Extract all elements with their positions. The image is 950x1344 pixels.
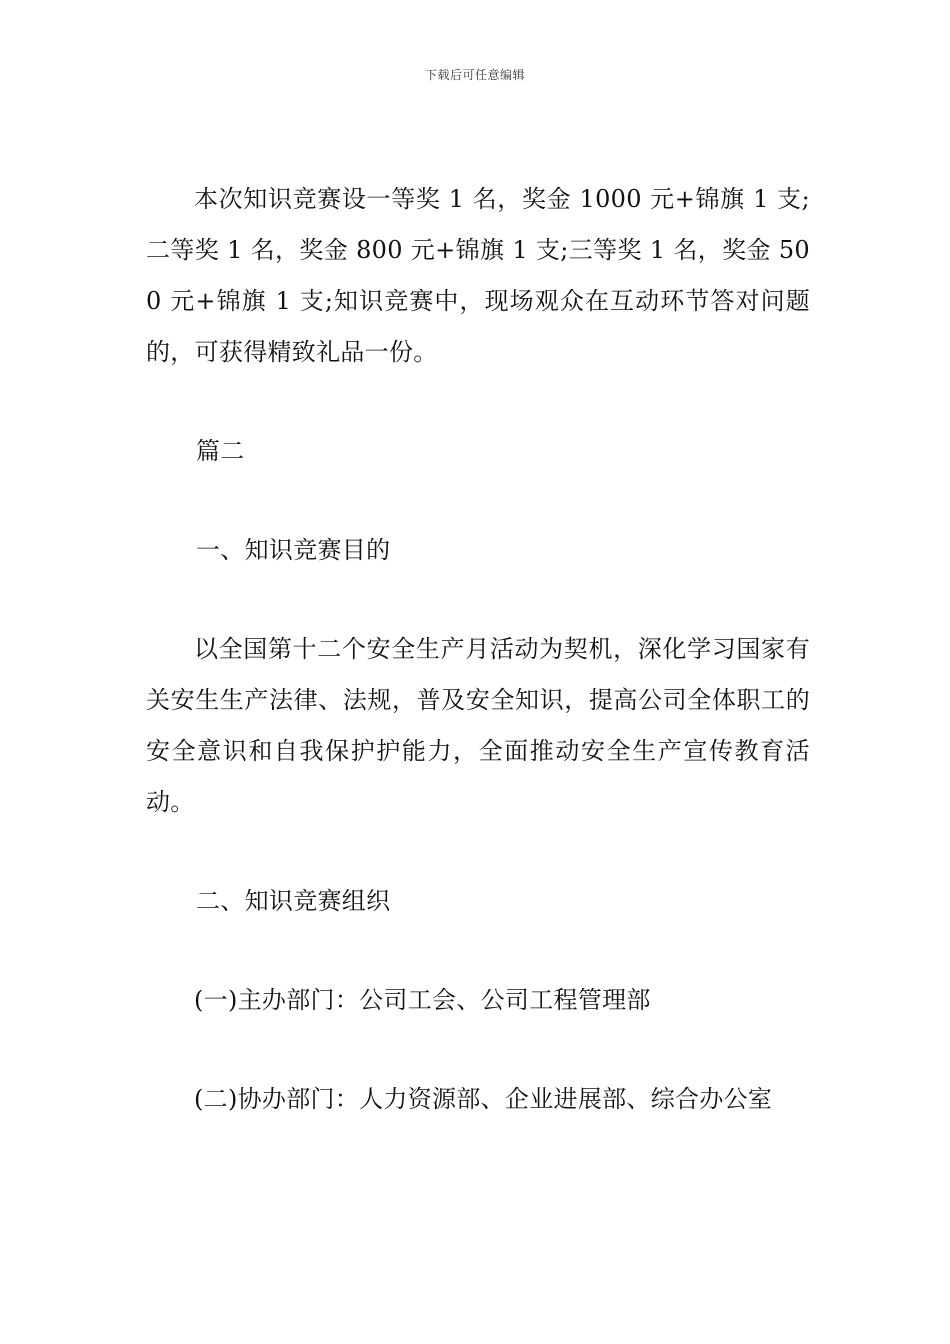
organizer-line: (一)主办部门：公司工会、公司工程管理部 — [194, 986, 651, 1014]
spacer — [146, 576, 810, 624]
spacer — [146, 1026, 810, 1074]
heading-organization: 二、知识竞赛组织 — [196, 887, 391, 915]
prizes-paragraph: 本次知识竞赛设一等奖 1 名，奖金 1000 元+锦旗 1 支;二等奖 1 名，奖金 800 元+锦旗 1 支;三等奖 1 名，奖金 500 元+锦旗 1 支;知识竞赛中，现场观众在互动环节答对问题的，可获得精致礼品一份。 — [146, 185, 810, 366]
document-body — [146, 174, 810, 1125]
purpose-paragraph: 以全国第十二个安全生产月活动为契机，深化学习国家有关安生生产法律、法规，普及安全知识，提高公司全体职工的安全意识和自我保护护能力，全面推动安全生产宣传教育活动。 — [146, 635, 810, 816]
spacer — [146, 378, 810, 426]
spacer — [146, 477, 810, 525]
co-organizer-line: (二)协办部门：人力资源部、企业进展部、综合办公室 — [194, 1085, 773, 1113]
spacer — [146, 828, 810, 876]
section-title: 篇二 — [196, 437, 245, 465]
heading-purpose: 一、知识竞赛目的 — [196, 536, 391, 564]
page-header-note: 下载后可任意编辑 — [424, 68, 525, 82]
spacer — [146, 927, 810, 975]
